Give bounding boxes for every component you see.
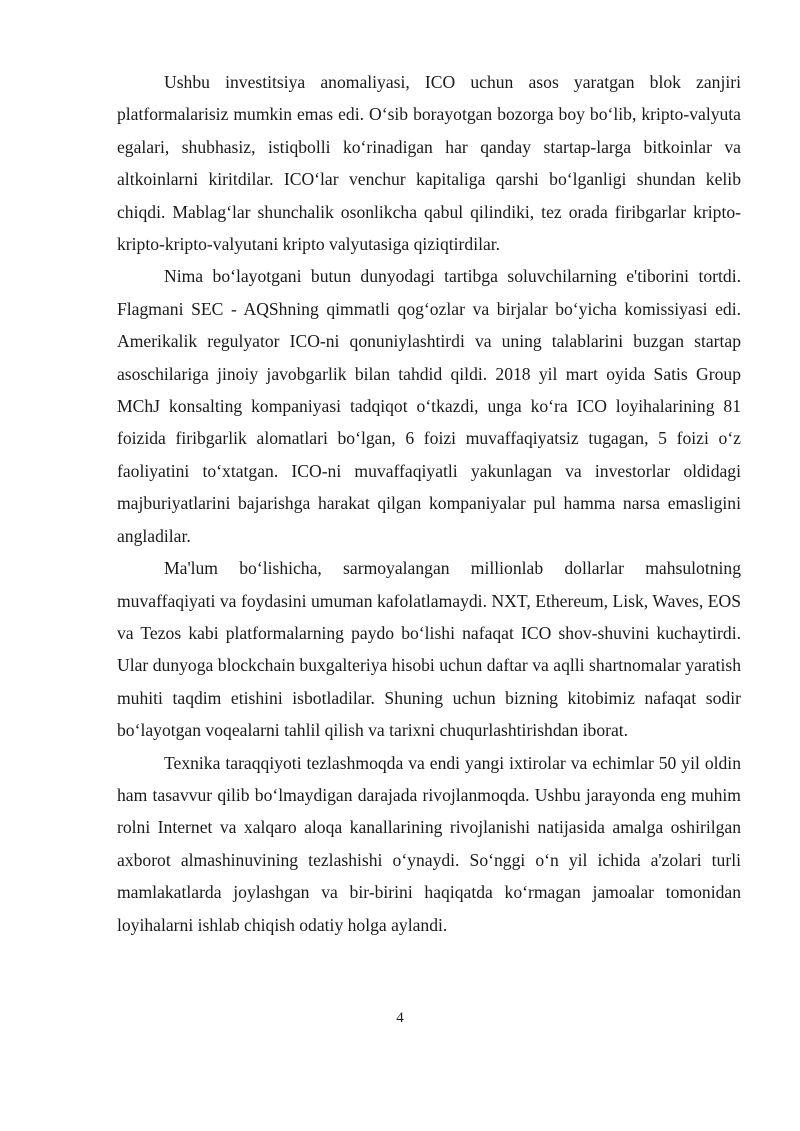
page-number: 4 xyxy=(396,1010,404,1026)
paragraph-1: Ushbu investitsiya anomaliyasi, ICO uchun asos yaratgan blok zanjiri platformalarisiz mumkin emas edi. O‘sib borayotgan bozorga boy bo‘lib, kripto-valyuta egalari, shubhasiz, istiqbolli ko‘rinadigan har qanday startap-larga bitkoinlar va altkoinlarni kiritdilar. ICO‘lar venchur kapitaliga qarshi bo‘lganligi shundan kelib chiqdi. Mablag‘lar shunchalik osonlikcha qabul qilindiki, tez orada firibgarlar kripto-kripto-kripto-valyutani kripto valyutasiga qiziqtirdilar. xyxy=(117,72,741,255)
paragraph-3: Ma'lum bo‘lishicha, sarmoyalangan millionlab dollarlar mahsulotning muvaffaqiyati va foydasini umuman kafolatlamaydi. NXT, Ethereum, Lisk, Waves, EOS va Tezos kabi platformalarning paydo bo‘lishi nafaqat ICO shov-shuvini kuchaytirdi. Ular dunyoga blockchain buxgalteriya hisobi uchun daftar va aqlli shartnomalar yaratish muhiti taqdim etishini isbotladilar. Shuning uchun bizning kitobimiz nafaqat sodir bo‘layotgan voqealarni tahlil qilish va tarixni chuqurlashtirishdan iborat. xyxy=(117,558,741,741)
paragraph-4: Texnika taraqqiyoti tezlashmoqda va endi yangi ixtirolar va echimlar 50 yil oldin ham tasavvur qilib bo‘lmaydigan darajada rivojlanmoqda. Ushbu jarayonda eng muhim rolni Internet va xalqaro aloqa kanallarining rivojlanishi natijasida amalga oshirilgan axborot almashinuvining tezlashishi o‘ynaydi. So‘nggi o‘n yil ichida a'zolari turli mamlakatlarda joylashgan va bir-birini haqiqatda ko‘rmagan jamoalar tomonidan loyihalarni ishlab chiqish odatiy holga aylandi. xyxy=(117,752,741,935)
body-text xyxy=(117,66,741,941)
paragraph-2: Nima bo‘layotgani butun dunyodagi tartibga soluvchilarning e'tiborini tortdi. Flagmani SEC - AQShning qimmatli qog‘ozlar va birjalar bo‘yicha komissiyasi edi. Amerikalik regulyator ICO-ni qonuniylashtirdi va uning talablarini buzgan startap asoschilariga jinoiy javobgarlik bilan tahdid qildi. 2018 yil mart oyida Satis Group MChJ konsalting kompaniyasi tadqiqot o‘tkazdi, unga ko‘ra ICO loyihalarining 81 foizida firibgarlik alomatlari bo‘lgan, 6 foizi muvaffaqiyatsiz tugagan, 5 foizi o‘z faoliyatini to‘xtatgan. ICO-ni muvaffaqiyatli yakunlagan va investorlar oldidagi majburiyatlarini bajarishga harakat qilgan kompaniyalar pul hamma narsa emasligini angladilar. xyxy=(117,266,741,546)
